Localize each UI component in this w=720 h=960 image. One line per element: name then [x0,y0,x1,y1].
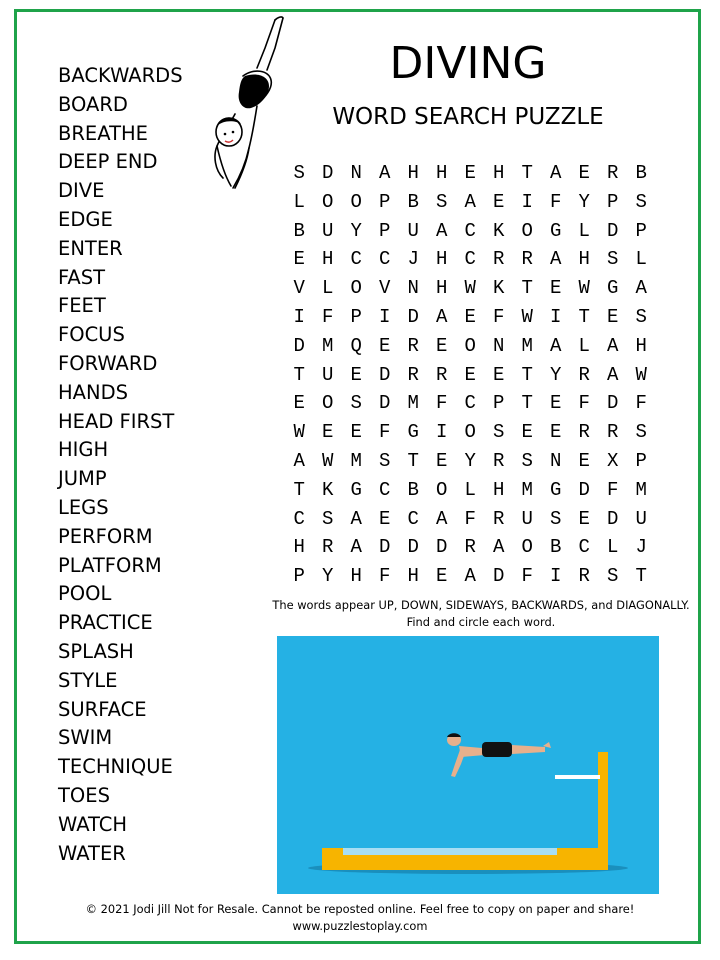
word-item: HIGH [58,438,109,462]
grid-letter[interactable]: C [293,507,305,530]
grid-letter[interactable]: N [550,449,562,472]
diver-clipart-icon [205,14,295,194]
grid-letter[interactable]: H [322,248,334,271]
grid-letter[interactable]: N [493,334,505,357]
grid-letter[interactable]: O [521,536,533,559]
grid-letter[interactable]: O [350,190,362,213]
grid-letter[interactable]: A [350,536,362,559]
grid-letter[interactable]: R [464,536,476,559]
grid-letter[interactable]: S [322,507,334,530]
grid-letter[interactable]: H [350,565,362,588]
grid-letter[interactable]: Y [464,449,476,472]
grid-letter[interactable]: F [635,392,647,415]
grid-letter[interactable]: D [379,363,391,386]
grid-letter[interactable]: A [607,334,619,357]
grid-letter[interactable]: T [521,392,533,415]
grid-letter[interactable]: Y [322,565,334,588]
word-item: HANDS [58,380,128,404]
word-item: PLATFORM [58,553,162,577]
grid-letter[interactable]: S [550,507,562,530]
grid-letter[interactable]: D [379,536,391,559]
grid-letter[interactable]: D [607,392,619,415]
grid-letter[interactable]: E [464,305,476,328]
grid-letter[interactable]: H [493,162,505,184]
grid-letter[interactable]: T [407,449,419,472]
grid-letter[interactable]: F [322,305,334,328]
grid-letter[interactable]: T [578,305,590,328]
grid-letter[interactable]: D [607,507,619,530]
word-item: WATER [58,841,126,865]
grid-letter[interactable]: R [578,565,590,588]
word-item: LEGS [58,495,109,519]
grid-letter[interactable]: Y [550,363,562,386]
grid-letter[interactable]: C [578,536,590,559]
grid-letter[interactable]: B [293,219,305,242]
grid-letter[interactable]: N [350,162,362,184]
grid-letter[interactable]: C [379,248,391,271]
grid-letter[interactable]: H [436,162,448,184]
grid-letter[interactable]: I [293,305,305,328]
grid-letter[interactable]: I [379,305,391,328]
grid-letter[interactable]: Y [578,190,590,213]
grid-letter[interactable]: O [464,421,476,444]
grid-letter[interactable]: A [550,248,562,271]
grid-letter[interactable]: C [407,507,419,530]
grid-letter[interactable]: S [607,565,619,588]
grid-letter[interactable]: H [578,248,590,271]
grid-letter[interactable]: C [464,219,476,242]
grid-letter[interactable]: O [322,190,334,213]
grid-letter[interactable]: E [607,305,619,328]
grid-letter[interactable]: E [578,449,590,472]
grid-letter[interactable]: E [293,248,305,271]
grid-letter[interactable]: E [578,162,590,184]
grid-letter[interactable]: R [436,363,448,386]
grid-letter[interactable]: W [521,305,533,328]
grid-letter[interactable]: W [293,421,305,444]
grid-letter[interactable]: Q [350,334,362,357]
grid-letter[interactable]: D [436,536,448,559]
grid-letter[interactable]: E [550,277,562,300]
grid-letter[interactable]: W [635,363,647,386]
grid-letter[interactable]: P [607,190,619,213]
grid-letter[interactable]: B [407,190,419,213]
grid-letter[interactable]: K [322,478,334,501]
grid-letter[interactable]: R [407,363,419,386]
grid-letter[interactable]: H [436,248,448,271]
grid-letter[interactable]: F [493,305,505,328]
word-item: SWIM [58,726,113,750]
grid-letter[interactable]: A [436,305,448,328]
grid-letter[interactable]: P [493,392,505,415]
instructions-line: The words appear UP, DOWN, SIDEWAYS, BACKWARDS, and DIAGONALLY. [272,598,690,612]
word-item: PERFORM [58,524,153,548]
grid-letter[interactable]: C [464,392,476,415]
grid-letter[interactable]: X [607,449,619,472]
grid-letter[interactable]: E [521,421,533,444]
grid-letter[interactable]: S [635,421,647,444]
grid-letter[interactable]: V [293,277,305,300]
letter-grid [285,159,656,591]
grid-letter[interactable]: E [550,392,562,415]
word-item: BOARD [58,92,128,116]
grid-letter[interactable]: J [635,536,647,559]
grid-letter[interactable]: E [350,363,362,386]
grid-letter[interactable]: P [350,305,362,328]
grid-letter[interactable]: U [322,219,334,242]
grid-letter[interactable]: S [293,162,305,184]
instructions-line: Find and circle each word. [406,615,556,629]
grid-letter[interactable]: L [464,478,476,501]
grid-letter[interactable]: I [550,565,562,588]
grid-letter[interactable]: S [635,190,647,213]
grid-letter[interactable]: A [493,536,505,559]
grid-letter[interactable]: M [635,478,647,501]
grid-letter[interactable]: E [436,449,448,472]
grid-letter[interactable]: A [464,190,476,213]
grid-letter[interactable]: T [521,162,533,184]
word-item: DEEP END [58,150,158,174]
word-item: ENTER [58,236,123,260]
grid-letter[interactable]: F [379,421,391,444]
grid-letter[interactable]: F [607,478,619,501]
grid-letter[interactable]: G [550,478,562,501]
grid-letter[interactable]: Y [350,219,362,242]
word-item: FAST [58,265,106,289]
word-item: HEAD FIRST [58,409,175,433]
grid-letter[interactable]: M [521,478,533,501]
grid-letter[interactable]: A [550,334,562,357]
grid-letter[interactable]: S [521,449,533,472]
grid-letter[interactable]: C [350,248,362,271]
grid-letter[interactable]: L [607,536,619,559]
instructions [246,597,716,631]
grid-letter[interactable]: S [635,305,647,328]
grid-letter[interactable]: M [322,334,334,357]
grid-letter[interactable]: R [493,449,505,472]
grid-letter[interactable]: S [436,190,448,213]
grid-letter[interactable]: I [550,305,562,328]
grid-letter[interactable]: D [407,305,419,328]
grid-letter[interactable]: T [521,277,533,300]
grid-letter[interactable]: W [578,277,590,300]
board-top [343,848,557,855]
grid-letter[interactable]: H [436,277,448,300]
grid-letter[interactable]: O [350,277,362,300]
grid-letter[interactable]: A [293,449,305,472]
footer [20,901,700,935]
grid-letter[interactable]: F [436,392,448,415]
grid-letter[interactable]: C [379,478,391,501]
diving-board-scene [277,636,659,894]
grid-letter[interactable]: M [350,449,362,472]
grid-letter[interactable]: F [521,565,533,588]
word-item: BREATHE [58,121,148,145]
grid-letter[interactable]: E [379,334,391,357]
grid-letter[interactable]: S [350,392,362,415]
grid-letter[interactable]: P [293,565,305,588]
grid-letter[interactable]: D [322,162,334,184]
grid-letter[interactable]: H [293,536,305,559]
board-post [598,752,608,870]
grid-letter[interactable]: R [493,507,505,530]
grid-letter[interactable]: M [521,334,533,357]
word-item: FORWARD [58,351,158,375]
grid-letter[interactable]: U [322,363,334,386]
word-item: POOL [58,582,112,606]
springboard [555,775,600,779]
grid-letter[interactable]: E [464,363,476,386]
grid-letter[interactable]: T [293,478,305,501]
grid-letter[interactable]: E [436,334,448,357]
grid-letter[interactable]: D [293,334,305,357]
grid-letter[interactable]: H [493,478,505,501]
grid-letter[interactable]: O [521,219,533,242]
word-item: STYLE [58,668,118,692]
word-item: BACKWARDS [58,64,183,87]
grid-letter[interactable]: P [635,449,647,472]
grid-letter[interactable]: L [578,334,590,357]
grid-letter[interactable]: D [493,565,505,588]
grid-letter[interactable]: S [607,248,619,271]
grid-letter[interactable]: K [493,277,505,300]
grid-letter[interactable]: O [464,334,476,357]
word-item: EDGE [58,207,113,231]
grid-letter[interactable]: L [322,277,334,300]
grid-letter[interactable]: T [293,363,305,386]
grid-letter[interactable]: A [607,363,619,386]
grid-letter[interactable]: B [550,536,562,559]
grid-letter[interactable]: A [635,277,647,300]
grid-letter[interactable]: L [578,219,590,242]
grid-letter[interactable]: F [464,507,476,530]
grid-letter[interactable]: H [407,565,419,588]
grid-letter[interactable]: G [550,219,562,242]
page-title: DIVING [389,38,547,89]
grid-letter[interactable]: M [407,392,419,415]
word-item: PRACTICE [58,611,153,635]
grid-letter[interactable]: V [379,277,391,300]
grid-letter[interactable]: D [407,536,419,559]
word-item: TOES [58,783,110,807]
grid-letter[interactable]: G [607,277,619,300]
grid-letter[interactable]: S [379,449,391,472]
grid-letter[interactable]: A [350,507,362,530]
grid-letter[interactable]: T [521,363,533,386]
grid-letter[interactable]: A [550,162,562,184]
grid-letter[interactable]: R [607,421,619,444]
grid-letter[interactable]: U [635,507,647,530]
word-item: SURFACE [58,697,147,721]
grid-letter[interactable]: A [379,162,391,184]
copyright-text: © 2021 Jodi Jill Not for Resale. Cannot be reposted online. Feel free to copy on paper and share! [85,902,635,916]
grid-letter[interactable]: G [350,478,362,501]
grid-letter[interactable]: E [493,363,505,386]
word-item: TECHNIQUE [58,755,173,779]
grid-letter[interactable]: H [635,334,647,357]
grid-letter[interactable]: N [407,277,419,300]
word-item: DIVE [58,179,105,203]
word-item: WATCH [58,812,128,836]
grid-letter[interactable]: E [493,190,505,213]
grid-letter[interactable]: H [407,162,419,184]
grid-letter[interactable]: E [293,392,305,415]
grid-letter[interactable]: F [379,565,391,588]
grid-letter[interactable]: D [379,392,391,415]
grid-letter[interactable]: F [578,392,590,415]
grid-letter[interactable]: S [493,421,505,444]
word-item: SPLASH [58,639,134,663]
word-item: FEET [58,294,106,318]
grid-letter[interactable]: I [436,421,448,444]
grid-letter[interactable]: A [464,565,476,588]
grid-letter[interactable]: E [322,421,334,444]
grid-letter[interactable]: R [578,421,590,444]
grid-letter[interactable]: B [407,478,419,501]
grid-letter[interactable]: A [436,219,448,242]
word-list [58,62,183,868]
grid-letter[interactable]: P [635,219,647,242]
grid-letter[interactable]: E [379,507,391,530]
grid-letter[interactable]: R [493,248,505,271]
grid-letter[interactable]: R [407,334,419,357]
grid-letter[interactable]: B [635,162,647,184]
grid-letter[interactable]: E [464,162,476,184]
grid-letter[interactable]: E [436,565,448,588]
grid-letter[interactable]: P [379,219,391,242]
grid-letter[interactable]: U [521,507,533,530]
grid-letter[interactable]: W [322,449,334,472]
grid-letter[interactable]: J [407,248,419,271]
grid-letter[interactable]: O [436,478,448,501]
page-subtitle: WORD SEARCH PUZZLE [332,104,604,130]
grid-letter[interactable]: E [350,421,362,444]
grid-letter[interactable]: T [635,565,647,588]
grid-letter[interactable]: W [464,277,476,300]
grid-letter[interactable]: F [550,190,562,213]
grid-letter[interactable]: I [521,190,533,213]
grid-letter[interactable]: O [322,392,334,415]
grid-letter[interactable]: K [493,219,505,242]
grid-letter[interactable]: E [550,421,562,444]
grid-letter[interactable]: L [293,190,305,213]
grid-letter[interactable]: D [607,219,619,242]
grid-letter[interactable]: L [635,248,647,271]
grid-letter[interactable]: R [521,248,533,271]
grid-letter[interactable]: G [407,421,419,444]
grid-letter[interactable]: C [464,248,476,271]
website-link[interactable]: www.puzzlestoplay.com [292,919,428,933]
grid-letter[interactable]: U [407,219,419,242]
grid-letter[interactable]: R [322,536,334,559]
grid-letter[interactable]: E [578,507,590,530]
grid-letter[interactable]: D [578,478,590,501]
grid-letter[interactable]: P [379,190,391,213]
word-item: FOCUS [58,323,125,347]
grid-letter[interactable]: R [578,363,590,386]
grid-letter[interactable]: R [607,162,619,184]
word-item: JUMP [58,467,107,491]
grid-letter[interactable]: A [436,507,448,530]
